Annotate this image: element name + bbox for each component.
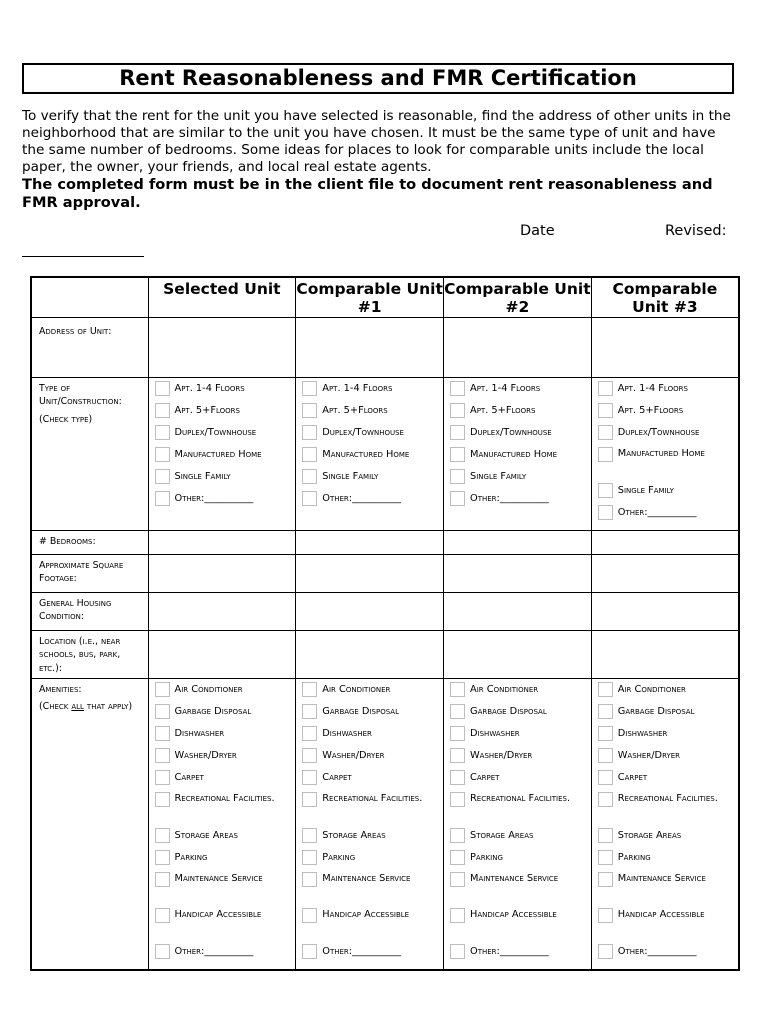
location-label: Location (i.e., near schools, bus, park, etc.): <box>31 630 148 678</box>
amenities-options-cell <box>148 678 296 970</box>
option-single-family[interactable] <box>598 482 736 504</box>
option-other[interactable] <box>450 490 589 512</box>
option-label: Other:__________ <box>617 945 697 957</box>
option-label: Maintenance Service <box>322 872 411 884</box>
address-cell[interactable] <box>148 317 296 377</box>
checkbox[interactable] <box>302 381 317 396</box>
option-garbage-disposal[interactable] <box>302 703 441 725</box>
option-apt-1-4-floors[interactable] <box>155 380 294 402</box>
checkbox[interactable] <box>155 908 170 923</box>
option-label: Single Family <box>470 470 527 482</box>
option-duplex-townhouse[interactable] <box>302 424 441 446</box>
option-label: Other:__________ <box>322 492 402 504</box>
option-washer-dryer[interactable] <box>450 747 589 769</box>
option-label: Handicap Accessible <box>174 908 262 920</box>
option-storage-areas[interactable] <box>450 827 589 849</box>
checkbox[interactable] <box>302 425 317 440</box>
option-maintenance-service[interactable] <box>302 871 441 907</box>
checkbox[interactable] <box>450 425 465 440</box>
condition-cell[interactable] <box>591 592 739 630</box>
checkbox[interactable] <box>450 447 465 462</box>
option-single-family[interactable] <box>155 468 294 490</box>
checkbox[interactable] <box>155 828 170 843</box>
option-dishwasher[interactable] <box>450 725 589 747</box>
checkbox[interactable] <box>598 770 613 785</box>
checkbox[interactable] <box>155 792 170 807</box>
option-label: Other:__________ <box>617 506 697 518</box>
option-label: Garbage Disposal <box>174 705 252 717</box>
type-row <box>31 377 739 530</box>
option-label: Washer/Dryer <box>174 749 237 761</box>
checkbox[interactable] <box>598 483 613 498</box>
comparison-table <box>30 276 740 971</box>
option-carpet[interactable] <box>450 769 589 791</box>
checkbox[interactable] <box>450 908 465 923</box>
checkbox[interactable] <box>450 403 465 418</box>
option-label: Manufactured Home <box>617 447 705 459</box>
checkbox[interactable] <box>450 491 465 506</box>
type-options-cell <box>444 377 592 530</box>
condition-cell[interactable] <box>444 592 592 630</box>
checkbox[interactable] <box>450 381 465 396</box>
checkbox[interactable] <box>598 726 613 741</box>
option-manufactured-home[interactable] <box>302 446 441 468</box>
option-storage-areas[interactable] <box>302 827 441 849</box>
option-other[interactable] <box>302 943 441 965</box>
checkbox[interactable] <box>450 748 465 763</box>
option-label: Other:__________ <box>174 945 254 957</box>
option-handicap-accessible[interactable] <box>598 907 736 943</box>
checkbox[interactable] <box>302 792 317 807</box>
option-label: Storage Areas <box>470 829 534 841</box>
checkbox[interactable] <box>302 491 317 506</box>
checkbox[interactable] <box>450 872 465 887</box>
option-label: Washer/Dryer <box>617 749 681 761</box>
bedrooms-cell[interactable] <box>591 530 739 554</box>
option-label: Duplex/Townhouse <box>617 426 700 438</box>
option-label: Recreational Facilities. <box>174 792 275 804</box>
sqft-cell[interactable] <box>444 554 592 592</box>
option-label: Manufactured Home <box>174 448 262 460</box>
checkbox[interactable] <box>302 469 317 484</box>
checkbox[interactable] <box>155 381 170 396</box>
checkbox[interactable] <box>302 872 317 887</box>
option-recreational-facilities[interactable] <box>450 791 589 827</box>
sqft-cell[interactable] <box>296 554 444 592</box>
option-recreational-facilities[interactable] <box>598 791 736 827</box>
option-label: Maintenance Service <box>617 872 706 884</box>
option-label: Garbage Disposal <box>322 705 399 717</box>
checkbox[interactable] <box>598 828 613 843</box>
option-label: Handicap Accessible <box>617 908 705 920</box>
sqft-cell[interactable] <box>148 554 296 592</box>
option-label: Dishwasher <box>617 727 668 739</box>
bedrooms-label: # Bedrooms: <box>31 530 148 554</box>
checkbox[interactable] <box>302 682 317 697</box>
checkbox[interactable] <box>450 726 465 741</box>
option-air-conditioner[interactable] <box>450 681 589 703</box>
option-label: Air Conditioner <box>470 683 539 695</box>
option-label: Handicap Accessible <box>470 908 557 920</box>
option-label: Recreational Facilities. <box>470 792 571 804</box>
option-label: Storage Areas <box>617 829 682 841</box>
option-label: Dishwasher <box>174 727 225 739</box>
option-apt-1-4-floors[interactable] <box>450 380 589 402</box>
address-cell[interactable] <box>444 317 592 377</box>
checkbox[interactable] <box>450 792 465 807</box>
checkbox[interactable] <box>450 944 465 959</box>
option-single-family[interactable] <box>302 468 441 490</box>
option-label: Carpet <box>617 771 648 783</box>
checkbox[interactable] <box>155 944 170 959</box>
option-recreational-facilities[interactable] <box>302 791 441 827</box>
checkbox[interactable] <box>598 944 613 959</box>
option-label: Other:__________ <box>174 492 254 504</box>
checkbox[interactable] <box>598 381 613 396</box>
option-apt-1-4-floors[interactable] <box>302 380 441 402</box>
option-apt-1-4-floors[interactable] <box>598 380 736 402</box>
amenities-options-cell <box>296 678 444 970</box>
option-label: Storage Areas <box>322 829 386 841</box>
checkbox[interactable] <box>598 872 613 887</box>
option-label: Apt. 5+Floors <box>174 404 240 416</box>
checkbox[interactable] <box>302 447 317 462</box>
option-air-conditioner[interactable] <box>302 681 441 703</box>
option-label: Single Family <box>174 470 231 482</box>
header-comparable-3: Comparable Unit #3 <box>591 277 739 317</box>
checkbox[interactable] <box>598 704 613 719</box>
option-other[interactable] <box>302 490 441 512</box>
option-parking[interactable] <box>302 849 441 871</box>
option-handicap-accessible[interactable] <box>302 907 441 943</box>
option-label: Carpet <box>174 771 204 783</box>
option-garbage-disposal[interactable] <box>598 703 736 725</box>
option-carpet[interactable] <box>302 769 441 791</box>
option-manufactured-home[interactable] <box>598 446 736 482</box>
bedrooms-cell[interactable] <box>296 530 444 554</box>
option-label: Duplex/Townhouse <box>322 426 404 438</box>
checkbox[interactable] <box>155 850 170 865</box>
address-cell[interactable] <box>296 317 444 377</box>
option-label: Manufactured Home <box>470 448 558 460</box>
option-dishwasher[interactable] <box>302 725 441 747</box>
option-apt-5-floors[interactable] <box>302 402 441 424</box>
option-parking[interactable] <box>450 849 589 871</box>
option-label: Apt. 1-4 Floors <box>174 382 245 394</box>
location-cell[interactable] <box>591 630 739 678</box>
checkbox[interactable] <box>598 425 613 440</box>
option-maintenance-service[interactable] <box>598 871 736 907</box>
option-manufactured-home[interactable] <box>450 446 589 468</box>
option-label: Recreational Facilities. <box>617 792 718 804</box>
checkbox[interactable] <box>302 944 317 959</box>
amenities-instruction: (Check all that apply) <box>39 701 133 712</box>
amenities-row <box>31 678 739 970</box>
option-label: Apt. 5+Floors <box>470 404 536 416</box>
checkbox[interactable] <box>598 908 613 923</box>
option-maintenance-service[interactable] <box>155 871 294 907</box>
checkbox[interactable] <box>450 682 465 697</box>
header-selected-unit: Selected Unit <box>148 277 296 317</box>
address-row <box>31 317 739 377</box>
option-duplex-townhouse[interactable] <box>155 424 294 446</box>
option-carpet[interactable] <box>598 769 736 791</box>
option-recreational-facilities[interactable] <box>155 791 294 827</box>
type-label: Type of Unit/Construction: (Check type) <box>31 377 148 530</box>
checkbox[interactable] <box>302 828 317 843</box>
option-maintenance-service[interactable] <box>450 871 589 907</box>
option-label: Maintenance Service <box>470 872 559 884</box>
option-label: Single Family <box>617 484 674 496</box>
condition-cell[interactable] <box>148 592 296 630</box>
header-comparable-2: Comparable Unit #2 <box>444 277 592 317</box>
amenities-label: Amenities: (Check all that apply) <box>31 678 148 970</box>
option-other[interactable] <box>598 943 736 965</box>
date-label: Date <box>520 223 555 239</box>
checkbox[interactable] <box>598 447 613 462</box>
header-comparable-1: Comparable Unit #1 <box>296 277 444 317</box>
option-label: Manufactured Home <box>322 448 410 460</box>
location-row <box>31 630 739 678</box>
checkbox[interactable] <box>155 403 170 418</box>
option-other[interactable] <box>155 943 294 965</box>
revised-label: Revised: <box>665 223 727 239</box>
option-label: Duplex/Townhouse <box>174 426 257 438</box>
option-apt-5-floors[interactable] <box>450 402 589 424</box>
option-label: Washer/Dryer <box>322 749 385 761</box>
option-label: Apt. 1-4 Floors <box>617 382 688 394</box>
option-label: Maintenance Service <box>174 872 263 884</box>
amenities-options-cell <box>444 678 592 970</box>
option-handicap-accessible[interactable] <box>155 907 294 943</box>
bedrooms-cell[interactable] <box>444 530 592 554</box>
option-dishwasher[interactable] <box>155 725 294 747</box>
checkbox[interactable] <box>302 850 317 865</box>
option-handicap-accessible[interactable] <box>450 907 589 943</box>
option-label: Parking <box>174 851 208 863</box>
checkbox[interactable] <box>155 872 170 887</box>
option-duplex-townhouse[interactable] <box>598 424 736 446</box>
option-storage-areas[interactable] <box>598 827 736 849</box>
checkbox[interactable] <box>155 682 170 697</box>
option-parking[interactable] <box>155 849 294 871</box>
option-air-conditioner[interactable] <box>155 681 294 703</box>
checkbox[interactable] <box>302 908 317 923</box>
option-garbage-disposal[interactable] <box>450 703 589 725</box>
condition-row <box>31 592 739 630</box>
date-signature-line[interactable] <box>22 256 144 257</box>
form-title: Rent Reasonableness and FMR Certification <box>22 63 734 94</box>
location-cell[interactable] <box>296 630 444 678</box>
checkbox[interactable] <box>598 403 613 418</box>
type-options-cell <box>296 377 444 530</box>
checkbox[interactable] <box>155 748 170 763</box>
option-label: Other:__________ <box>470 945 549 957</box>
option-label: Garbage Disposal <box>617 705 695 717</box>
location-cell[interactable] <box>444 630 592 678</box>
option-label: Air Conditioner <box>174 683 243 695</box>
checkbox[interactable] <box>155 425 170 440</box>
option-label: Recreational Facilities. <box>322 792 423 804</box>
option-garbage-disposal[interactable] <box>155 703 294 725</box>
option-label: Dishwasher <box>470 727 520 739</box>
option-other[interactable] <box>155 490 294 512</box>
option-duplex-townhouse[interactable] <box>450 424 589 446</box>
checkbox[interactable] <box>598 748 613 763</box>
option-label: Handicap Accessible <box>322 908 410 920</box>
option-label: Parking <box>322 851 356 863</box>
header-row <box>31 277 739 317</box>
checkbox[interactable] <box>155 726 170 741</box>
option-single-family[interactable] <box>450 468 589 490</box>
option-label: Other:__________ <box>470 492 549 504</box>
checkbox[interactable] <box>155 704 170 719</box>
option-label: Storage Areas <box>174 829 238 841</box>
checkbox[interactable] <box>450 469 465 484</box>
checkbox[interactable] <box>598 792 613 807</box>
option-label: Carpet <box>470 771 500 783</box>
option-dishwasher[interactable] <box>598 725 736 747</box>
option-label: Air Conditioner <box>322 683 391 695</box>
option-air-conditioner[interactable] <box>598 681 736 703</box>
checkbox[interactable] <box>302 726 317 741</box>
bedrooms-row <box>31 530 739 554</box>
checkbox[interactable] <box>302 403 317 418</box>
option-apt-5-floors[interactable] <box>598 402 736 424</box>
type-options-cell <box>148 377 296 530</box>
option-label: Other:__________ <box>322 945 402 957</box>
condition-label: General Housing Condition: <box>31 592 148 630</box>
option-apt-5-floors[interactable] <box>155 402 294 424</box>
option-carpet[interactable] <box>155 769 294 791</box>
option-washer-dryer[interactable] <box>302 747 441 769</box>
option-label: Single Family <box>322 470 379 482</box>
option-label: Garbage Disposal <box>470 705 547 717</box>
location-cell[interactable] <box>148 630 296 678</box>
option-label: Carpet <box>322 771 352 783</box>
option-parking[interactable] <box>598 849 736 871</box>
amenities-options-cell <box>591 678 739 970</box>
option-label: Air Conditioner <box>617 683 686 695</box>
checkbox[interactable] <box>450 850 465 865</box>
intro-paragraph: To verify that the rent for the unit you have selected is reasonable, find the address of other units in the neighborhood that are similar to the unit you have chosen. It must be the same type of unit and have the same number of bedrooms. Some ideas for places to look for comparable units include the local paper, the owner, your friends, and local real estate agents. <box>22 108 731 175</box>
option-other[interactable] <box>598 504 736 526</box>
type-options-cell <box>591 377 739 530</box>
checkbox[interactable] <box>155 469 170 484</box>
option-label: Dishwasher <box>322 727 372 739</box>
option-label: Duplex/Townhouse <box>470 426 552 438</box>
checkbox[interactable] <box>155 447 170 462</box>
checkbox[interactable] <box>450 828 465 843</box>
sqft-cell[interactable] <box>591 554 739 592</box>
option-manufactured-home[interactable] <box>155 446 294 468</box>
option-label: Apt. 5+Floors <box>322 404 388 416</box>
intro-bold-note: The completed form must be in the client file to document rent reasonableness and FMR approval. <box>22 176 713 211</box>
option-label: Parking <box>470 851 503 863</box>
option-washer-dryer[interactable] <box>155 747 294 769</box>
checkbox[interactable] <box>155 770 170 785</box>
checkbox[interactable] <box>302 748 317 763</box>
checkbox[interactable] <box>302 704 317 719</box>
sqft-row <box>31 554 739 592</box>
checkbox[interactable] <box>450 704 465 719</box>
option-other[interactable] <box>450 943 589 965</box>
checkbox[interactable] <box>598 505 613 520</box>
bedrooms-cell[interactable] <box>148 530 296 554</box>
checkbox[interactable] <box>155 491 170 506</box>
option-label: Apt. 5+Floors <box>617 404 684 416</box>
address-label: Address of Unit: <box>31 317 148 377</box>
address-cell[interactable] <box>591 317 739 377</box>
checkbox[interactable] <box>598 850 613 865</box>
option-label: Parking <box>617 851 651 863</box>
checkbox[interactable] <box>450 770 465 785</box>
header-blank <box>31 277 148 317</box>
option-label: Apt. 1-4 Floors <box>470 382 541 394</box>
condition-cell[interactable] <box>296 592 444 630</box>
option-label: Washer/Dryer <box>470 749 533 761</box>
checkbox[interactable] <box>598 682 613 697</box>
option-washer-dryer[interactable] <box>598 747 736 769</box>
option-storage-areas[interactable] <box>155 827 294 849</box>
sqft-label: Approximate Square Footage: <box>31 554 148 592</box>
option-label: Apt. 1-4 Floors <box>322 382 393 394</box>
checkbox[interactable] <box>302 770 317 785</box>
